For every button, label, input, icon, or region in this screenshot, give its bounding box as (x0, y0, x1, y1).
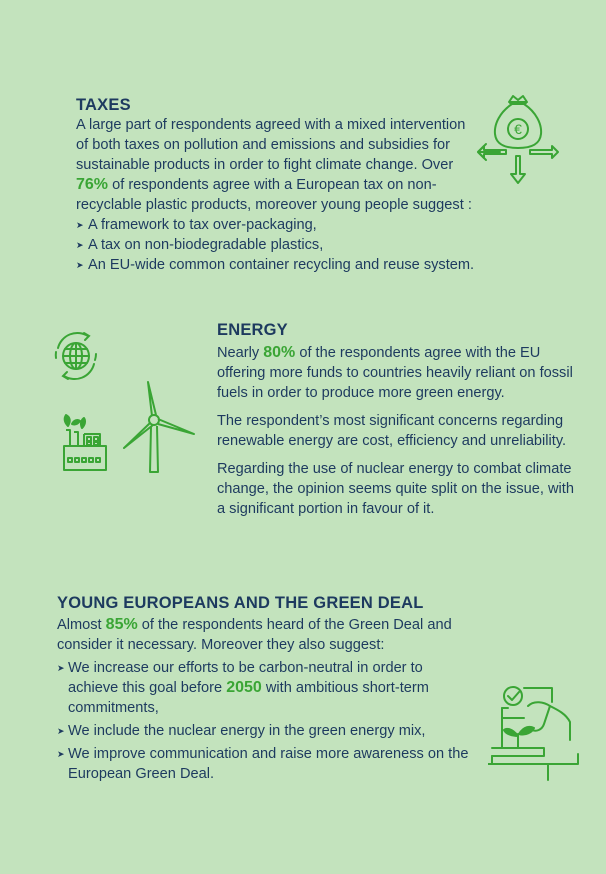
green-deal-heading: YOUNG EUROPEANS AND THE GREEN DEAL (57, 594, 424, 612)
list-item (57, 658, 477, 718)
wind-turbine-icon (122, 378, 198, 476)
energy-text-end: of the respondents agree with the EU offering more funds to countries heavily reliant on fossil fuels in order to produce more green energy. (217, 345, 573, 401)
taxes-suggestions-list (76, 215, 546, 275)
taxes-highlight-76: 76% (76, 176, 109, 193)
list-item: ➤ A tax on non-biodegradable plastics, (76, 235, 546, 255)
deal-text-start: Almost (57, 617, 102, 633)
list-item: ➤ A framework to tax over-packaging, (76, 215, 546, 235)
deal-highlight-2050: 2050 (226, 679, 262, 696)
checklist-plant-icon (488, 684, 580, 782)
deal-item1-start: We increase our efforts to be carbon-neutral in order to achieve this goal before (68, 660, 423, 696)
energy-paragraph-3: Regarding the use of nuclear energy to combat climate change, the opinion seems quite split on the issue, with a significant portion in favour of it. (217, 461, 574, 517)
energy-highlight-80: 80% (263, 344, 296, 361)
deal-item1-end: with ambitious short-term commitments, (68, 680, 429, 716)
factory-plant-icon (60, 412, 110, 474)
taxes-text-end: of respondents agree with a European tax on non-recyclable plastic products, moreover young people suggest : (76, 177, 472, 213)
deal-text-end: of the respondents heard of the Green Deal and consider it necessary. Moreover they also suggest: (57, 617, 452, 653)
taxes-heading: TAXES (76, 96, 131, 114)
list-item: ➤ An EU-wide common container recycling and reuse system. (76, 255, 546, 275)
money-bag-euro-arrows-icon (476, 94, 560, 186)
globe-recycle-icon (50, 330, 102, 382)
energy-paragraph-2: The respondent’s most significant concerns regarding renewable energy are cost, efficiency and unreliability. (217, 413, 567, 449)
green-deal-paragraph (57, 615, 477, 655)
energy-text-start: Nearly (217, 345, 260, 361)
taxes-text-start: A large part of respondents agreed with a mixed intervention of both taxes on pollution and emissions and subsidies for sustainable products in order to fight climate change. Over (76, 117, 466, 173)
deal-highlight-85: 85% (105, 616, 138, 633)
euro-symbol: € (514, 121, 522, 137)
green-deal-section (57, 594, 477, 784)
energy-section (217, 321, 582, 519)
green-deal-suggestions-list (57, 658, 477, 784)
list-item: ➤ We improve communication and raise more awareness on the European Green Deal. (57, 744, 477, 784)
energy-heading: ENERGY (217, 321, 288, 339)
list-item: ➤ We include the nuclear energy in the green energy mix, (57, 721, 477, 741)
energy-paragraph-1 (217, 343, 582, 403)
taxes-paragraph (76, 115, 476, 215)
